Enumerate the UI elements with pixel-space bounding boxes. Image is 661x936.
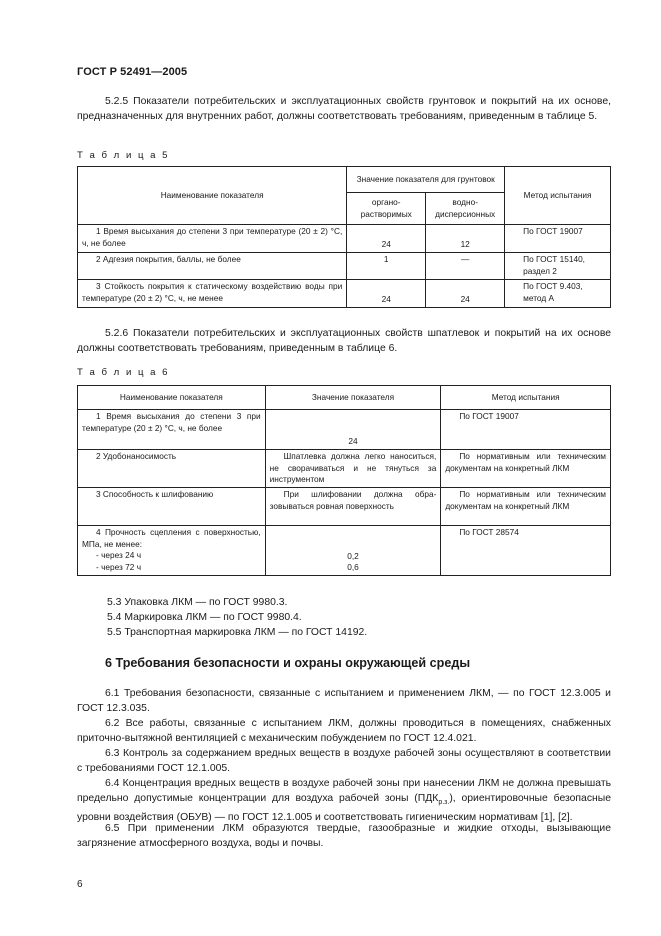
table-5 xyxy=(77,166,611,308)
table5-row-organo: 24 xyxy=(347,225,426,253)
table5-header-value-group: Значение показателя для грунтовок xyxy=(347,167,505,193)
table5-row-organo: 24 xyxy=(347,280,426,308)
table5-caption: Т а б л и ц а 5 xyxy=(77,150,170,161)
table5-row-method: По ГОСТ 15140, раздел 2 xyxy=(505,253,611,280)
table6-row-sub-24h: - через 24 ч xyxy=(96,550,142,561)
table6-row-name: 2 Удобонаносимость xyxy=(78,450,266,488)
paragraph-6-3: 6.3 Контроль за содержанием вредных веществ в воздухе рабочей зоны осуществляют в соответствии с требованиями ГОСТ 12.1.005. xyxy=(77,748,611,775)
list-item: 5.3 Упаковка ЛКМ — по ГОСТ 9980.3. xyxy=(107,597,288,608)
table5-row-method: По ГОСТ 19007 xyxy=(505,225,611,253)
table6-row-value-24h: 0,2 xyxy=(347,550,359,561)
page-number: 6 xyxy=(77,879,83,890)
paragraph-6-2: 6.2 Все работы, связанные с испытанием ЛКМ, должны проводиться в помещениях, снабженных приточно-вытяжной вентиляцией с механическим побуждением по ГОСТ 12.4.021. xyxy=(77,718,611,745)
table5-row-name: 3 Стойкость покрытия к статическому воздействию воды при температуре (20 ± 2) °С, ч, не менее xyxy=(78,280,347,308)
table5-row-water: — xyxy=(426,253,505,280)
table6-row-value-72h: 0,6 xyxy=(347,562,359,573)
table6-row-name: 1 Время высыхания до степени 3 при температуре (20 ± 2) °С, ч, не более xyxy=(78,410,266,450)
sections-5-3-to-5-5 xyxy=(77,596,367,640)
table6-row-value: 24 xyxy=(265,410,441,450)
paragraph-6-4-subscript: р.з. xyxy=(438,799,450,807)
table5-row-method: По ГОСТ 9.403, метод А xyxy=(505,280,611,308)
table6-header-value: Значение показателя xyxy=(265,386,441,410)
paragraph-5-2-5: 5.2.5 Показатели потребительских и эксплуатационных свойств грунтовок и покрытий на их основе, предназначенных для внутренних работ, должны соответствовать требованиям, приведенным в таблице 5. xyxy=(77,96,611,123)
table6-row-method: По ГОСТ 19007 xyxy=(441,410,611,450)
table5-row-name: 2 Адгезия покрытия, баллы, не более xyxy=(78,253,347,280)
table6-row-name xyxy=(78,526,266,576)
table6-caption: Т а б л и ц а 6 xyxy=(77,367,170,378)
table5-row-name: 1 Время высыхания до степени 3 при температуре (20 ± 2) °С, ч, не более xyxy=(78,225,347,253)
table6-row-name-text: 4 Прочность сцепления с поверхностью, МПа, не менее: xyxy=(82,527,261,549)
paragraph-6-4 xyxy=(77,776,611,826)
paragraph-6-4-part-a: 6.4 Концентрация вредных веществ в воздухе рабочей зоны при нанесении ЛКМ не должна превышать предельно допустимые концентрации для воздуха рабочей зоны (ПДК xyxy=(77,778,611,805)
document-header: ГОСТ Р 52491—2005 xyxy=(77,66,188,78)
section-6-title: 6 Требования безопасности и охраны окружающей среды xyxy=(105,656,471,670)
table5-header-organo: органо- растворимых xyxy=(347,193,426,225)
table6-header-method: Метод испытания xyxy=(441,386,611,410)
paragraph-6-1: 6.1 Требования безопасности, связанные с испытанием и применением ЛКМ, — по ГОСТ 12.3.005 и ГОСТ 12.3.035. xyxy=(77,688,611,715)
table5-header-method: Метод испытания xyxy=(505,167,611,225)
table5-row-water: 12 xyxy=(426,225,505,253)
table6-row-method: По ГОСТ 28574 xyxy=(441,526,611,576)
table-6 xyxy=(77,385,611,576)
table6-row-sub-72h: - через 72 ч xyxy=(96,561,142,572)
table5-row-water: 24 xyxy=(426,280,505,308)
table5-header-water: водно- дисперсионных xyxy=(426,193,505,225)
table6-row-value: Шпатлевка должна легко наноситься, не сворачиваться и не тянуться за инструментом xyxy=(265,450,441,488)
table5-header-name: Наименование показателя xyxy=(78,167,347,225)
table5-row-organo: 1 xyxy=(347,253,426,280)
table6-header-name: Наименование показателя xyxy=(78,386,266,410)
table6-row-value: При шлифовании должна образовываться ровная поверхность xyxy=(265,488,441,526)
table6-row-value xyxy=(265,526,441,576)
list-item: 5.4 Маркировка ЛКМ — по ГОСТ 9980.4. xyxy=(107,611,302,623)
list-item: 5.5 Транспортная маркировка ЛКМ — по ГОСТ 14192. xyxy=(107,626,368,638)
paragraph-5-2-6: 5.2.6 Показатели потребительских и эксплуатационных свойств шпатлевок и покрытий на их основе должны соответствовать требованиям, приведенным в таблице 6. xyxy=(77,328,611,355)
paragraph-6-5: 6.5 При применении ЛКМ образуются твердые, газообразные и жидкие отходы, вызывающие загрязнение атмосферного воздуха, воды и почвы. xyxy=(77,823,611,850)
table6-row-method: По нормативным или техническим документам на конкретный ЛКМ xyxy=(441,450,611,488)
table6-row-method: По нормативным или техническим документам на конкретный ЛКМ xyxy=(441,488,611,526)
table6-row-name: 3 Способность к шлифованию xyxy=(78,488,266,526)
paragraph-6-4-part-b: ), ориентировочные безопасные уровни воздействия (ОБУВ) — по ГОСТ 12.1.005 и соответствовать гигиеническим нормативам [1], [2]. xyxy=(77,793,612,824)
